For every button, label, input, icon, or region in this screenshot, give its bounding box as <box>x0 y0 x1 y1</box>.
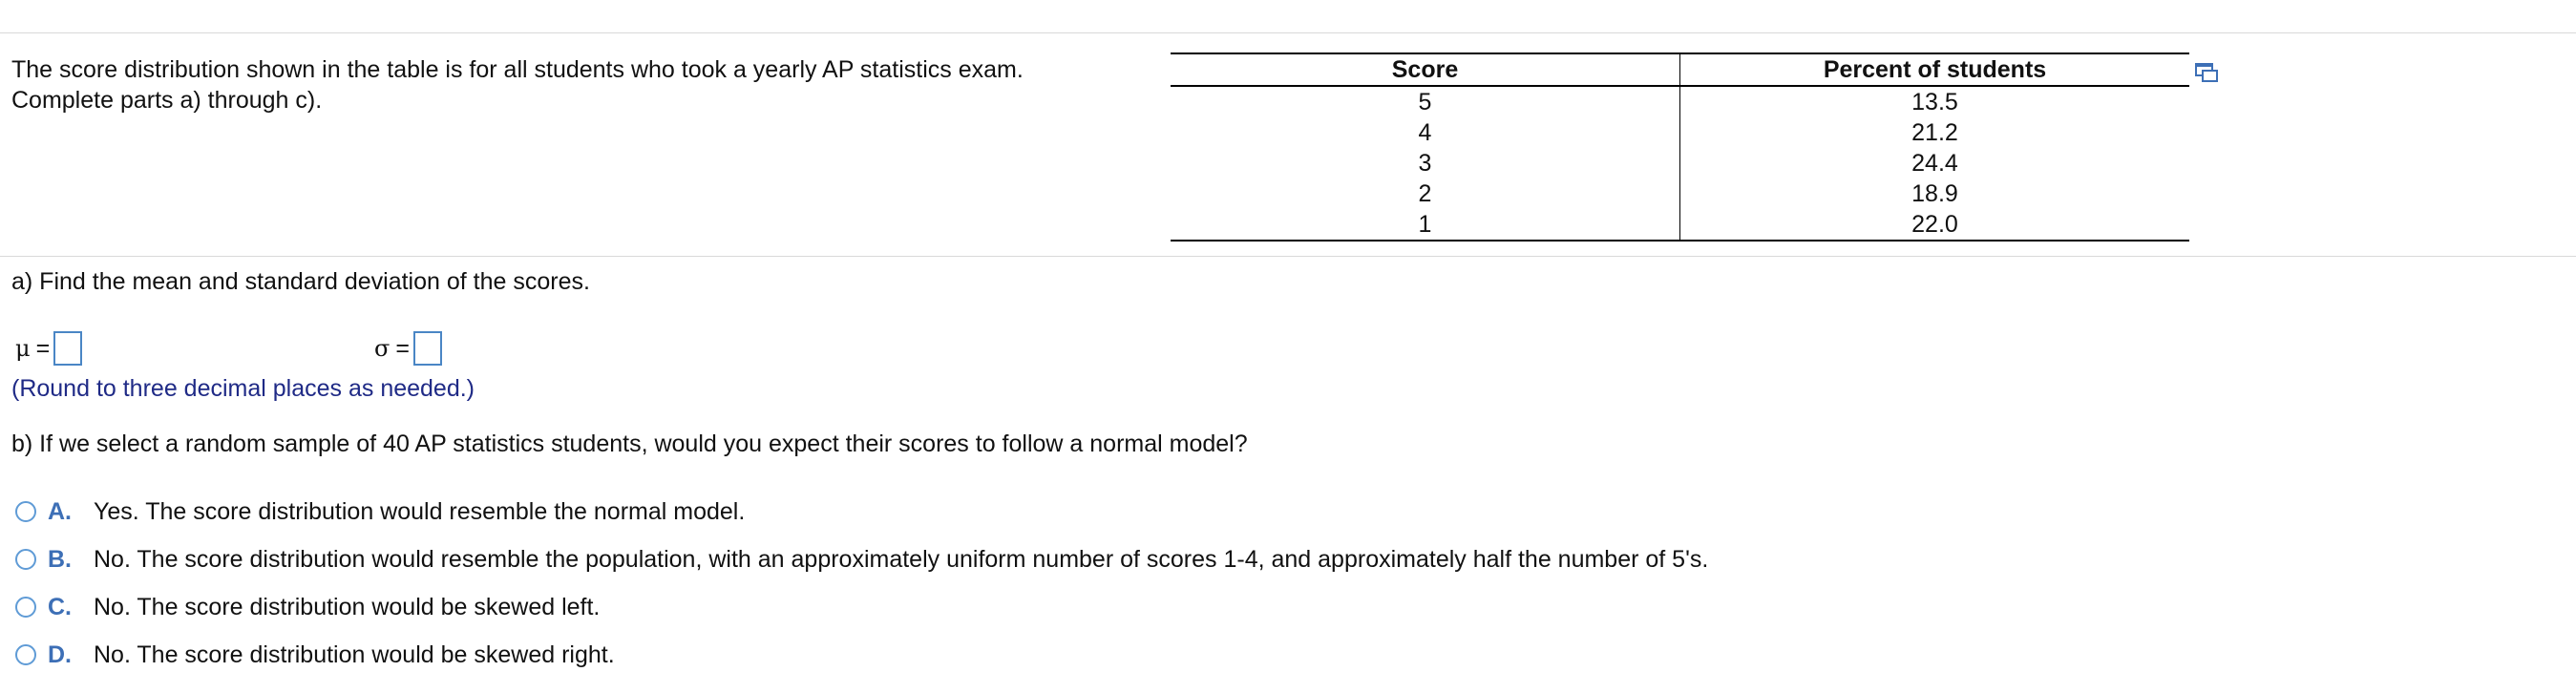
option-b-letter: B. <box>48 545 72 573</box>
table-header-row <box>1171 53 2189 86</box>
score-cell: 3 <box>1171 148 1680 178</box>
percent-cell: 18.9 <box>1911 180 1958 207</box>
copy-icon-graphic <box>2195 63 2218 82</box>
table-row <box>1171 178 2189 209</box>
option-a-text: Yes. The score distribution would resemble the normal model. <box>94 497 746 525</box>
radio-option-a[interactable] <box>15 501 36 522</box>
header-percent: Percent of students <box>1680 53 2190 86</box>
percent-cell: 24.4 <box>1911 150 1958 177</box>
mu-symbol: μ <box>15 335 31 362</box>
table-row <box>1171 117 2189 148</box>
header-score: Score <box>1171 53 1680 86</box>
mean-answer-row <box>15 329 82 368</box>
radio-option-c[interactable] <box>15 597 36 618</box>
std-dev-input[interactable] <box>413 331 442 366</box>
option-d-text: No. The score distribution would be skewed right. <box>94 640 615 668</box>
mu-equals: = <box>35 334 51 362</box>
std-dev-answer-row <box>374 329 442 368</box>
option-b[interactable] <box>15 543 1708 576</box>
radio-option-b[interactable] <box>15 549 36 570</box>
section-divider <box>0 256 2576 257</box>
option-a-letter: A. <box>48 497 72 525</box>
intro-line-2: Complete parts a) through c). <box>11 87 323 114</box>
table-row <box>1171 148 2189 178</box>
part-b-question: b) If we select a random sample of 40 AP statistics students, would you expect their scores to follow a normal model? <box>11 430 1248 457</box>
percent-cell: 21.2 <box>1911 119 1958 146</box>
table-row <box>1171 86 2189 117</box>
option-b-text: No. The score distribution would resemble the population, with an approximately uniform number of scores 1-4, and approximately half the number of 5's. <box>94 545 1709 573</box>
score-cell: 4 <box>1171 117 1680 148</box>
score-distribution-table <box>1171 52 2189 242</box>
top-divider <box>0 32 2576 33</box>
sigma-symbol: σ <box>374 335 391 362</box>
option-c[interactable] <box>15 591 600 623</box>
table-row <box>1171 209 2189 241</box>
percent-cell: 13.5 <box>1911 89 1958 116</box>
part-a-question: a) Find the mean and standard deviation of the scores. <box>11 268 590 295</box>
copy-table-icon[interactable] <box>2195 61 2218 80</box>
intro-line-1: The score distribution shown in the table is for all students who took a yearly AP statistics exam. <box>11 56 1024 83</box>
problem-intro <box>11 54 1024 116</box>
option-d-letter: D. <box>48 640 72 668</box>
option-c-letter: C. <box>48 593 72 620</box>
option-a[interactable] <box>15 495 745 528</box>
mean-input[interactable] <box>53 331 82 366</box>
option-c-text: No. The score distribution would be skewed left. <box>94 593 601 620</box>
percent-cell: 22.0 <box>1680 209 2190 241</box>
score-cell: 1 <box>1171 209 1680 241</box>
score-cell: 5 <box>1171 86 1680 117</box>
radio-option-d[interactable] <box>15 644 36 665</box>
option-d[interactable] <box>15 639 615 671</box>
score-cell: 2 <box>1171 178 1680 209</box>
sigma-equals: = <box>395 334 410 362</box>
rounding-hint: (Round to three decimal places as needed.) <box>11 375 475 402</box>
